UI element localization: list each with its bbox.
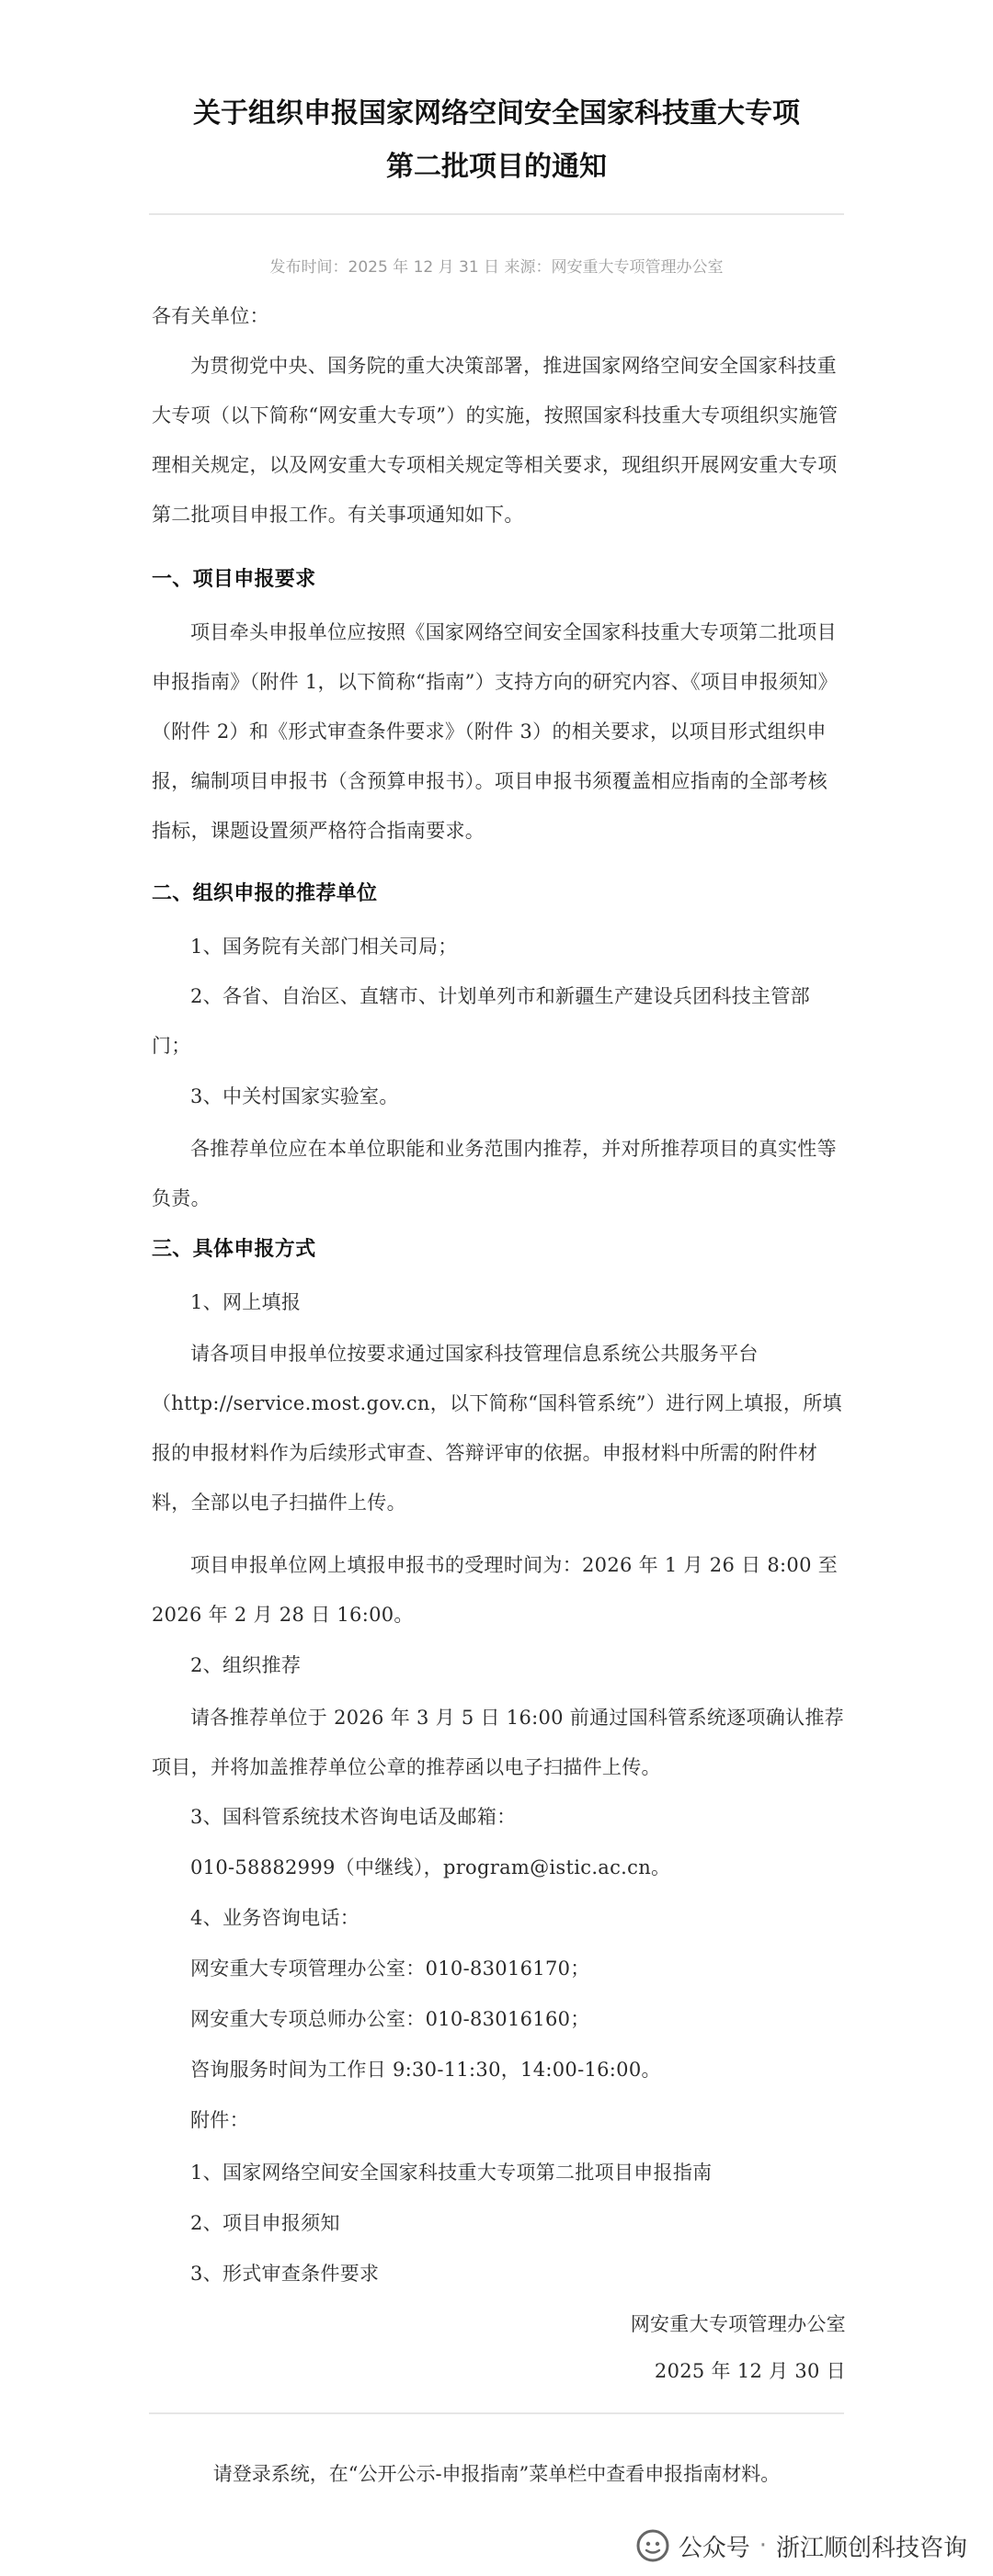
watermark (636, 2529, 967, 2562)
section-3-sub4-title: 4、业务咨询电话： (190, 1907, 360, 1929)
salutation: 各有关单位： (152, 305, 269, 327)
section-3-sub4-line-3: 咨询服务时间为工作日 9:30-11:30，14:00-16:00。 (190, 2059, 661, 2081)
watermark-separator: · (759, 2532, 767, 2559)
page-title-line-1: 关于组织申报国家网络空间安全国家科技重大专项 (193, 97, 800, 130)
attachments-label: 附件： (190, 2109, 249, 2131)
attachment-item-2: 2、项目申报须知 (190, 2212, 340, 2234)
section-3-sub1-time: 项目申报单位网上填报申报书的受理时间为：2026 年 1 月 26 日 8:00 至 2026 年 2 月 28 日 16:00。 (152, 1554, 839, 1626)
section-2-note: 各推荐单位应在本单位职能和业务范围内推荐，并对所推荐项目的真实性等负责。 (152, 1138, 837, 1209)
section-1-heading: 一、项目申报要求 (152, 568, 316, 591)
section-3-sub2-title: 2、组织推荐 (190, 1654, 302, 1676)
section-3-sub3-body: 010-58882999（中继线），program@istic.ac.cn。 (190, 1856, 671, 1878)
wechat-official-account-icon (636, 2529, 669, 2562)
section-3-sub3-title: 3、国科管系统技术咨询电话及邮箱： (190, 1806, 517, 1828)
section-3-sub1-body: 请各项目申报单位按要求通过国家科技管理信息系统公共服务平台（http://service.most.gov.cn，以下简称“国科管系统”）进行网上填报，所填报的申报材料作为后续形式审查、答辩评审的依据。申报材料中所需的附件材料，全部以电子扫描件上传。 (152, 1343, 842, 1514)
system-notice: 请登录系统，在“公开公示-申报指南”菜单栏中查看申报指南材料。 (212, 2463, 781, 2485)
intro-paragraph: 为贯彻党中央、国务院的重大决策部署，推进国家网络空间安全国家科技重大专项（以下简称“网安重大专项”）的实施，按照国家科技重大专项组织实施管理相关规定，以及网安重大专项相关规定等相关要求，现组织开展网安重大专项第二批项目申报工作。有关事项通知如下。 (152, 355, 839, 526)
signature-org: 网安重大专项管理办公室 (630, 2313, 846, 2335)
section-3-sub2-body: 请各推荐单位于 2026 年 3 月 5 日 16:00 前通过国科管系统逐项确认推荐项目，并将加盖推荐单位公章的推荐函以电子扫描件上传。 (152, 1707, 844, 1778)
publish-meta: 发布时间：2025 年 12 月 31 日 来源：网安重大专项管理办公室 (269, 258, 724, 277)
watermark-account-name: 浙江顺创科技咨询 (775, 2534, 967, 2562)
page-title-line-2: 第二批项目的通知 (386, 151, 607, 183)
attachment-item-1: 1、国家网络空间安全国家科技重大专项第二批项目申报指南 (190, 2162, 713, 2184)
section-2-item-3: 3、中关村国家实验室。 (190, 1085, 399, 1107)
footer-divider (149, 2412, 844, 2414)
signature-date: 2025 年 12 月 30 日 (654, 2360, 846, 2382)
section-2-heading: 二、组织申报的推荐单位 (152, 882, 378, 905)
title-divider (149, 213, 844, 215)
watermark-prefix: 公众号 (678, 2534, 750, 2562)
section-3-sub1-title: 1、网上填报 (190, 1291, 302, 1313)
section-2-item-1: 1、国务院有关部门相关司局； (190, 936, 458, 958)
section-2-item-2: 2、各省、自治区、直辖市、计划单列市和新疆生产建设兵团科技主管部门； (152, 985, 810, 1057)
section-3-sub4-line-1: 网安重大专项管理办公室：010-83016170； (190, 1958, 590, 1980)
attachment-item-3: 3、形式审查条件要求 (190, 2263, 380, 2285)
section-3-sub4-line-2: 网安重大专项总师办公室：010-83016160； (190, 2008, 590, 2030)
section-1-body: 项目牵头申报单位应按照《国家网络空间安全国家科技重大专项第二批项目申报指南》（附件 1，以下简称“指南”）支持方向的研究内容、《项目申报须知》（附件 2）和《形式审查条件要求》（附件 3）的相关要求，以项目形式组织申报，编制项目申报书（含预算申报书）。项目申报书须覆盖相应指南的全部考核指标，课题设置须严格符合指南要求。 (152, 621, 838, 842)
section-3-heading: 三、具体申报方式 (152, 1238, 316, 1261)
